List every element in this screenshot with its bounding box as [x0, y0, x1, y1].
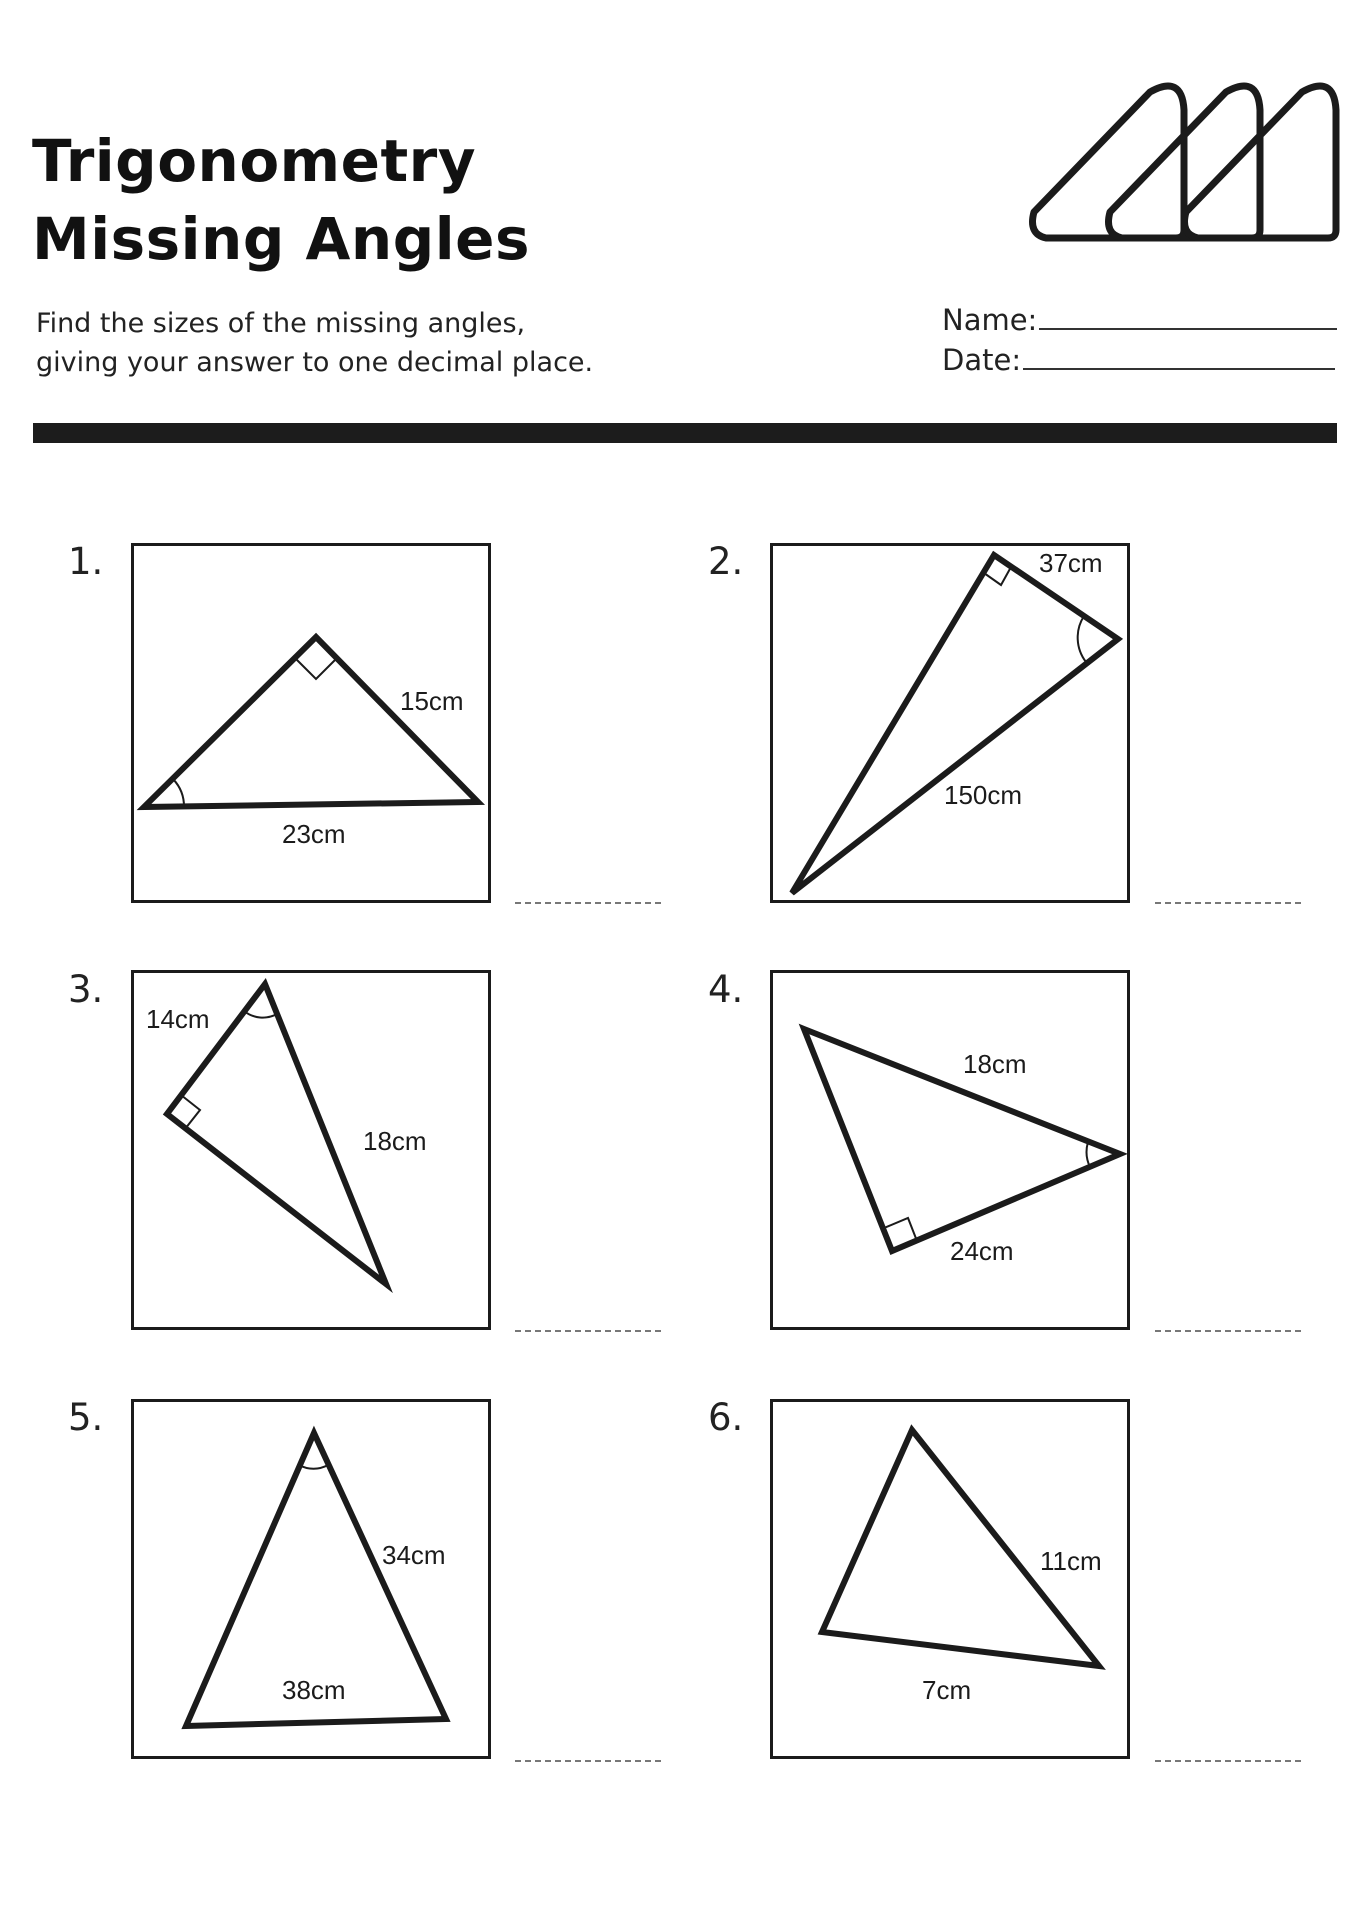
instructions	[36, 304, 593, 382]
name-label: Name:	[942, 303, 1038, 337]
side-label: 14cm	[146, 1004, 210, 1034]
angle-arc-marker	[1087, 1142, 1090, 1167]
triangles-logo-icon	[1028, 82, 1348, 244]
date-line[interactable]	[1023, 342, 1335, 370]
question-number: 3.	[68, 968, 104, 1011]
question-number: 1.	[68, 540, 104, 583]
question-number: 6.	[708, 1396, 744, 1439]
side-label: 34cm	[382, 1540, 446, 1570]
side-label: 11cm	[1040, 1546, 1102, 1576]
answer-line[interactable]	[1155, 902, 1301, 904]
side-label: 23cm	[282, 819, 346, 849]
student-fields	[942, 300, 1337, 380]
angle-arc-marker	[244, 1011, 277, 1018]
triangle	[804, 1029, 1120, 1251]
question-number: 2.	[708, 540, 744, 583]
question-number: 4.	[708, 968, 744, 1011]
date-field[interactable]	[942, 340, 1337, 380]
answer-line[interactable]	[515, 902, 661, 904]
page-title	[32, 122, 530, 278]
triangle	[144, 637, 478, 807]
question-3-diagram	[131, 970, 491, 1330]
title-line-2: Missing Angles	[32, 205, 530, 273]
question-number: 5.	[68, 1396, 104, 1439]
answer-line[interactable]	[515, 1330, 661, 1332]
side-label: 7cm	[922, 1675, 972, 1705]
right-angle-marker	[295, 658, 337, 679]
question-2-diagram	[770, 543, 1130, 903]
header-divider	[33, 423, 1337, 443]
title-line-1: Trigonometry	[32, 127, 477, 195]
answer-line[interactable]	[1155, 1330, 1301, 1332]
triangle	[792, 555, 1118, 893]
angle-arc-marker	[1078, 616, 1086, 662]
answer-line[interactable]	[1155, 1760, 1301, 1762]
answer-line[interactable]	[515, 1760, 661, 1762]
name-line[interactable]	[1039, 302, 1337, 330]
side-label: 150cm	[944, 780, 1023, 810]
diagram-frame	[772, 972, 1129, 1329]
instruction-line-2: giving your answer to one decimal place.	[36, 347, 594, 378]
angle-arc-marker	[299, 1465, 328, 1469]
side-label: 24cm	[950, 1236, 1014, 1266]
side-label: 18cm	[363, 1126, 427, 1156]
question-1-diagram	[131, 543, 491, 903]
side-label: 15cm	[400, 686, 464, 716]
side-label: 38cm	[282, 1675, 346, 1705]
name-field[interactable]	[942, 300, 1337, 340]
instruction-line-1: Find the sizes of the missing angles,	[36, 308, 526, 339]
side-label: 37cm	[1039, 548, 1103, 578]
side-label: 18cm	[963, 1049, 1027, 1079]
question-6-diagram	[770, 1399, 1130, 1759]
date-label: Date:	[942, 343, 1022, 377]
question-4-diagram	[770, 970, 1130, 1330]
diagram-frame	[772, 545, 1129, 902]
angle-arc-marker	[173, 779, 184, 807]
question-5-diagram	[131, 1399, 491, 1759]
